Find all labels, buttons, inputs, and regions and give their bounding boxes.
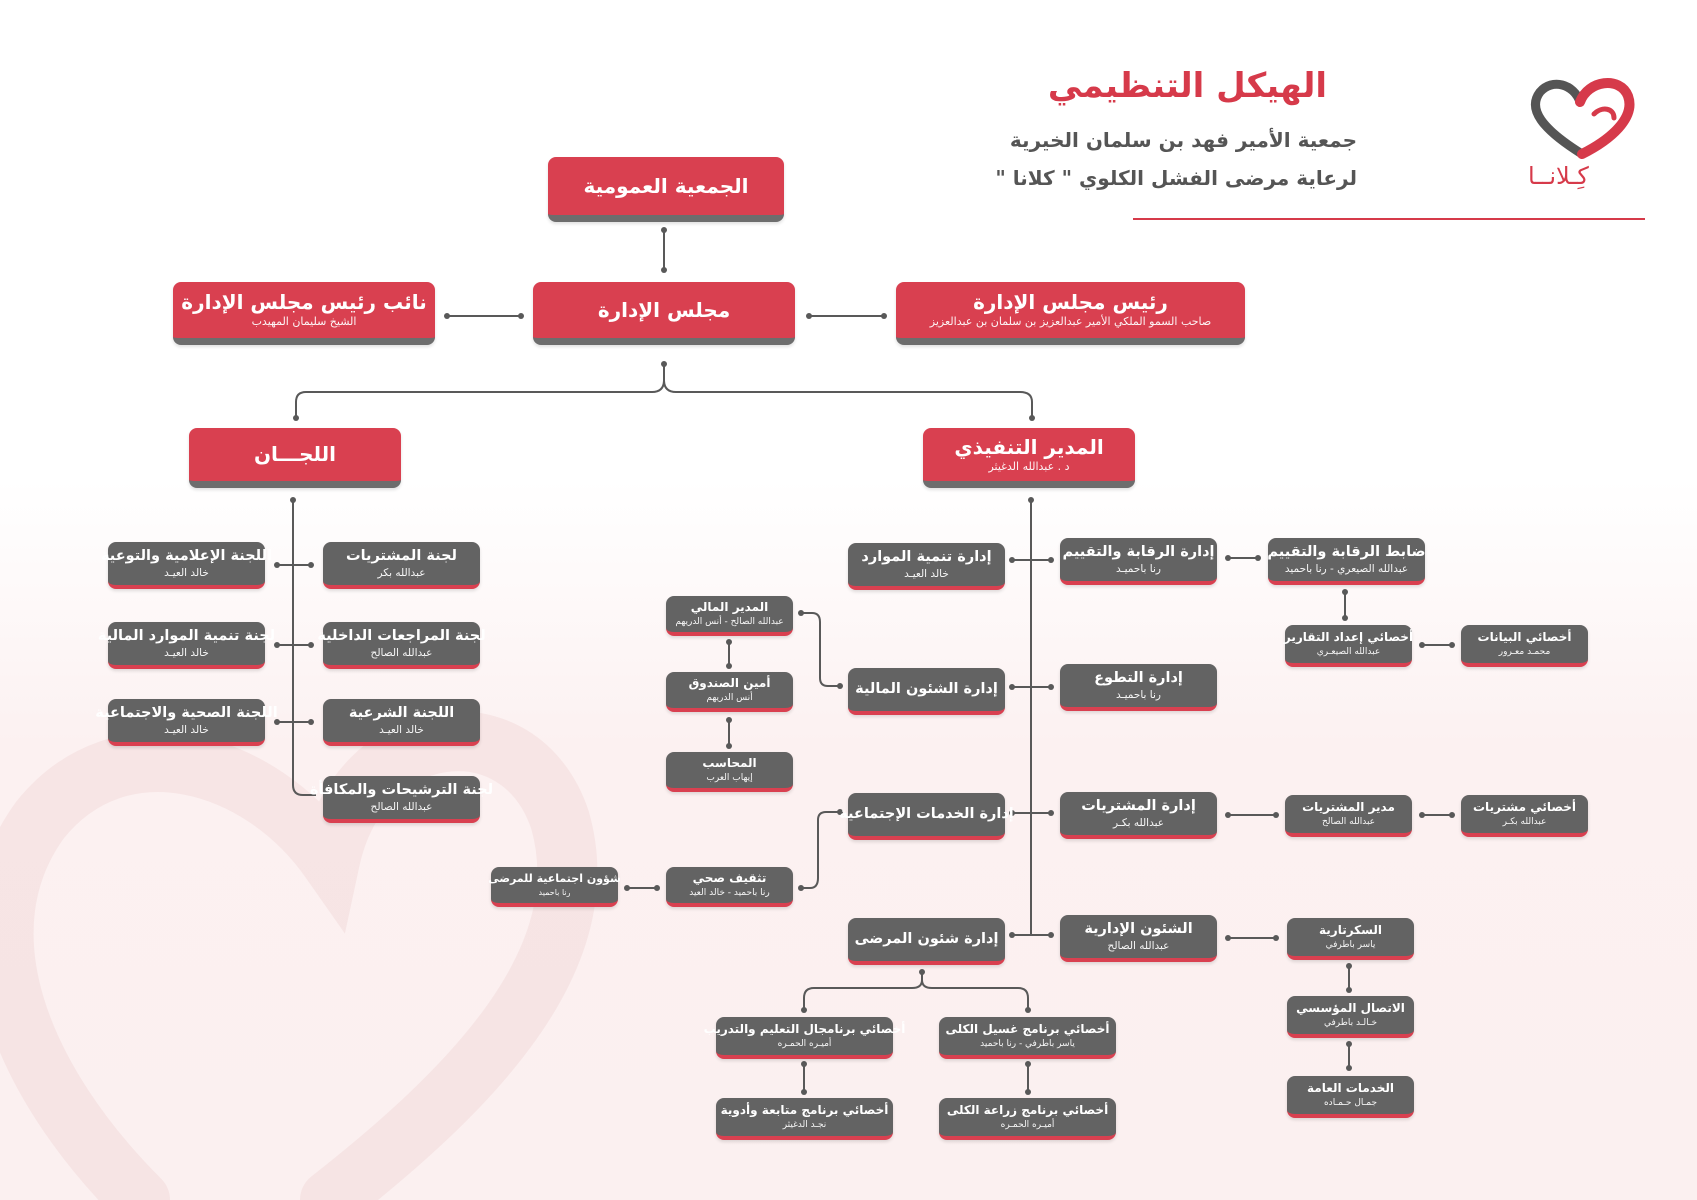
connector-dot [1419,642,1425,648]
node-treasurer[interactable]: أمين الصندوق أنس الدريهم [666,672,793,712]
connector-dot [1009,932,1015,938]
node-executive-director[interactable]: المدير التنفيذي د . عبدالله الدغيثر [923,428,1135,488]
node-reports-specialist[interactable]: أخصائي إعداد التقارير عبدالله الصيعـري [1285,625,1412,667]
connector-dot [1225,555,1231,561]
node-committee-financial-resources[interactable]: لجنة تنمية الموارد المالية خالد العيـد [108,622,265,669]
connector-dot [1346,1065,1352,1071]
node-general-assembly[interactable]: الجمعية العمومية [548,157,784,222]
node-monitoring-officer[interactable]: ضابط الرقابة والتقييم عبدالله الصيعري - رنا باحميد [1268,538,1425,585]
node-patients-social-affairs[interactable]: شؤون اجتماعية للمرضى رنا باحميد [491,867,618,907]
connector-dot [1029,415,1035,421]
node-purchasing-specialist[interactable]: أخصائي مشتريات عبدالله بكـر [1461,795,1588,837]
connector-dot [654,885,660,891]
connector-dot [1273,812,1279,818]
node-committee-sharia[interactable]: اللجنة الشرعية خالد العيـد [323,699,480,746]
connector-dot [1255,555,1261,561]
connector-dot [1225,935,1231,941]
node-corporate-communication[interactable]: الاتصال المؤسسي خـالـد باطرفي [1287,996,1414,1038]
node-data-specialist[interactable]: أخصائي البيانات محمـد معـرور [1461,625,1588,667]
node-general-services[interactable]: الخدمات العامة جمـال حـمـاده [1287,1076,1414,1118]
logo-wordmark: كِـلانــا [1528,162,1589,190]
connector-dot [661,227,667,233]
node-finance-manager[interactable]: المدير المالي عبدالله الصالح - أنس الدريهم [666,596,793,636]
connector-dot [726,639,732,645]
node-accountant[interactable]: المحاسب إيهاب العرب [666,752,793,792]
connector-dot [881,313,887,319]
connector-dot [1048,557,1054,563]
node-dept-resources[interactable]: إدارة تنمية الموارد خالد العيـد [848,543,1005,590]
connector-dot [624,885,630,891]
kelana-heart-logo-icon [1522,74,1637,164]
connector-dot [726,717,732,723]
node-followup-specialist[interactable]: أخصائي برنامج متابعة وأدوية نجـد الدغيثر [716,1098,893,1140]
connector-dot [308,642,314,648]
node-dialysis-specialist[interactable]: أخصائي برنامج غسيل الكلى ياسر باطرفي - رنا باحميد [939,1017,1116,1059]
node-dept-patients-affairs[interactable]: إدارة شئون المرضى [848,918,1005,965]
header-divider [1133,218,1645,220]
connector-dot [919,969,925,975]
connector-dot [801,1089,807,1095]
connector-dot [308,719,314,725]
connector-dot [1048,684,1054,690]
connector-dot [1025,1089,1031,1095]
connector-dot [661,361,667,367]
connector-dot [798,885,804,891]
chart-title: الهيكل التنظيمي [1047,66,1327,106]
node-dept-social-services[interactable]: إدارة الخدمات الإجتماعية [848,793,1005,840]
connector-dot [801,1007,807,1013]
connector-dot [806,313,812,319]
node-dept-monitoring[interactable]: إدارة الرقابة والتقييم رنا باحميـد [1060,538,1217,585]
connector-dot [1346,1041,1352,1047]
connector-dot [1048,932,1054,938]
node-vice-chairman[interactable]: نائب رئيس مجلس الإدارة الشيخ سليمان المهيدب [173,282,435,345]
node-committee-media[interactable]: اللجنة الإعلامية والتوعية خالد العيـد [108,542,265,589]
connector-dot [1342,615,1348,621]
connector-dot [1028,497,1034,503]
connector-dot [1449,812,1455,818]
link-patients-education [804,972,922,1010]
node-health-education[interactable]: تثقيف صحي رنا باحميد - خالد العيد [666,867,793,907]
node-dept-volunteering[interactable]: إدارة التطوع رنا باحميـد [1060,664,1217,711]
node-board[interactable]: مجلس الإدارة [533,282,795,345]
connector-dot [801,1061,807,1067]
node-committee-purchases[interactable]: لجنة المشتريات عبدالله بكر [323,542,480,589]
link-patients-dialysis [922,980,1028,1010]
node-education-specialist[interactable]: أخصائي برنامجال التعليم والتدريب أميـره الحمـره [716,1017,893,1059]
node-committee-nominations[interactable]: لجنة الترشيحات والمكافأة عبدالله الصالح [323,776,480,823]
node-purchasing-manager[interactable]: مدير المشتريات عبدالله الصالح [1285,795,1412,837]
node-dept-finance[interactable]: إدارة الشئون المالية [848,668,1005,715]
connector-dot [837,683,843,689]
node-committee-internal-audit[interactable]: لجنة المراجعات الداخلية عبدالله الصالح [323,622,480,669]
connector-dot [444,313,450,319]
connector-dot [274,562,280,568]
connector-dot [518,313,524,319]
org-name-line1: جمعية الأمير فهد بن سلمان الخيرية [1009,128,1357,152]
connector-dot [1025,1061,1031,1067]
connector-dot [726,663,732,669]
connector-dot [1009,684,1015,690]
connector-dot [1449,642,1455,648]
connector-dot [1009,557,1015,563]
link-board-committees [296,364,664,418]
node-chairman[interactable]: رئيس مجلس الإدارة صاحب السمو الملكي الأمير عبدالعزيز بن سلمان بن عبدالعزيز [896,282,1245,345]
node-committee-health-social[interactable]: اللجنة الصحية والاجتماعية خالد العيـد [108,699,265,746]
node-committees[interactable]: اللجـــان [189,428,401,488]
link-board-exec [664,380,1032,418]
org-name-line2: لرعاية مرضى الفشل الكلوي " كلانا " [995,166,1357,190]
connector-dot [293,415,299,421]
node-secretariat[interactable]: السكرتارية ياسر باطرفي [1287,918,1414,960]
connector-dot [726,743,732,749]
node-dept-purchasing[interactable]: إدارة المشتريات عبدالله بكـر [1060,792,1217,839]
connector-dot [1346,963,1352,969]
connector-dot [798,610,804,616]
connector-dot [290,497,296,503]
connector-dot [308,562,314,568]
link-social-health [801,812,840,888]
node-dept-admin-affairs[interactable]: الشئون الإدارية عبدالله الصالح [1060,915,1217,962]
connector-dot [661,267,667,273]
connector-dot [1025,1007,1031,1013]
connector-dot [1273,935,1279,941]
link-finance-manager [801,613,840,686]
connector-dot [1048,810,1054,816]
connector-dot [1342,589,1348,595]
connector-dot [1419,812,1425,818]
node-transplant-specialist[interactable]: أخصائي برنامج زراعة الكلى أميـره الحمـره [939,1098,1116,1140]
connector-dot [1346,987,1352,993]
connector-dot [1225,812,1231,818]
